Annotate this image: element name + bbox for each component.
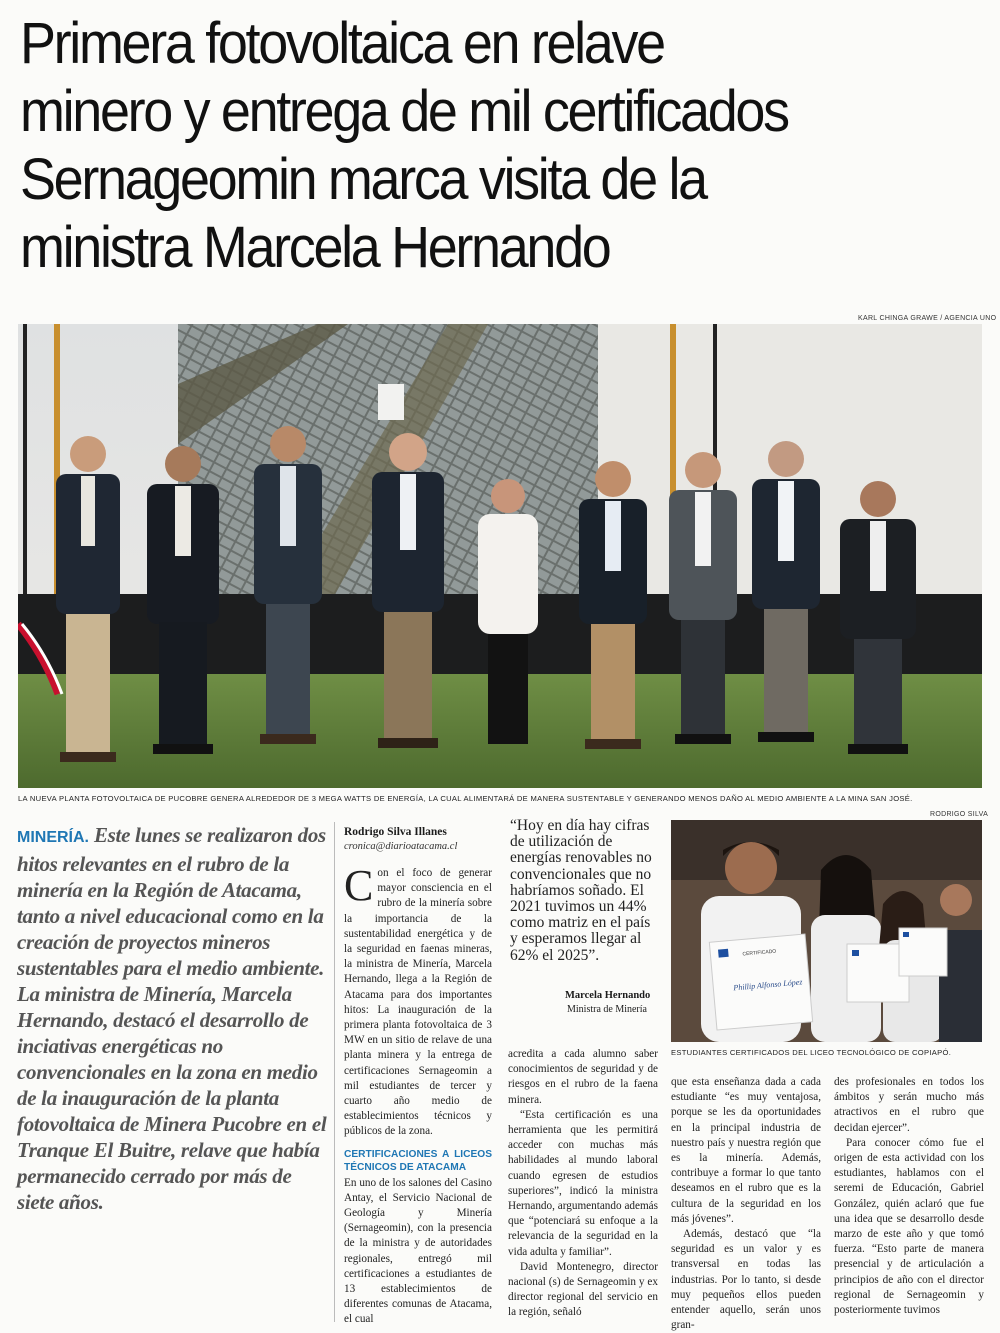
lead-text: Este lunes se realizaron dos hitos relevantes en el rubro de la minería en la Región de Atacama, tanto a nivel educacional como en la creación de proyectos mineros sustentables para el medio ambiente. La ministra de Minería, Marcela Hernando, destacó el desarrollo de inciativas energéticas no convencionales en la zona en medio de la inauguración de la planta fotovoltaica de Minera Pucobre en el Tranque El Buitre, relave que había permanecido cerrado por más de siete años. — [17, 823, 327, 1214]
col3-paragraph-2: “Esta certificación es una herramienta que les permitirá acceder con muchas más habilidades al mundo laboral cuando egresen de estudios superiores”, indicó la ministra Hernando, argumentando además que “potenciará su enfoque a la relevancia de la seguridad en la vida adulta y familiar”. — [508, 1108, 658, 1258]
quote-author-role: Ministra de Minería — [567, 1004, 647, 1015]
headline — [20, 10, 922, 282]
article-column-4 — [671, 1075, 821, 1333]
article-column-5 — [834, 1075, 984, 1318]
main-photo-illustration — [18, 324, 982, 788]
quote-author: Marcela Hernando — [565, 990, 651, 1001]
col4-paragraph-1: que esta enseñanza dada a cada estudiante “es muy ventajosa, porque se les da oportunidades en la principal industria de nuestro país y nuestra región que es la minería. Además, contribuye a formar lo que tanto deseamos en el rubro que es la cultura de la seguridad en los más jóvenes”. — [671, 1076, 821, 1225]
byline-name: Rodrigo Silva Illanes — [344, 826, 447, 838]
student-photo-caption: ESTUDIANTES CERTIFICADOS DEL LICEO TECNOLÓGICO DE COPIAPÓ. — [671, 1048, 952, 1057]
col2-paragraph-2: En uno de los salones del Casino Antay, el Servicio Nacional de Geología y Minería (Sernageomin), con la presencia de la ministra y de autoridades regionales, entregó mil certificaciones a estudiantes de 13 establecimientos de diferentes comunas de Atacama, el cual — [344, 1176, 492, 1326]
col5-paragraph-2: Para conocer cómo fue el origen de esta actividad con los estudiantes, hablamos con el seremi de Educación, Gabriel González, quién aclaró que fue una idea que se desarrollo desde marzo de este año y que tomó fuerza. “Esto parte de manera presencial y de articulación a principios de año con el director regional de Sernageomin y posteriormente tuvimos — [834, 1136, 984, 1317]
headline-line-4: ministra Marcela Hernando — [20, 215, 610, 280]
article-column-3 — [508, 1047, 658, 1321]
col5-paragraph-1: des profesionales en todos los ámbitos y serán mucho más atractivos en el rubro que decidan ejercer”. — [834, 1076, 984, 1134]
student-photo-credit: RODRIGO SILVA — [930, 811, 989, 818]
student-photo — [671, 820, 982, 1042]
lead-paragraph — [17, 822, 327, 1215]
col2-paragraph-1: on el foco de generar mayor consciencia en el rubro de la minería sobre la importancia de la sustentabilidad energética y de la seguridad en faenas mineras, la ministra de Minería, Marcela Hernando, llega a la Región de Atacama para dos importantes hitos: La inauguración de la primera planta fotovoltaica de 3 MW en un sitio de relave de una planta minera y la entrega de certificaciones Sernageomin a mil estudiantes de tercer y cuarto año medio de establecimientos técnicos y públicos de la zona. — [344, 867, 492, 1138]
headline-line-2: minero y entrega de mil certificados — [20, 79, 788, 144]
column-divider — [334, 822, 335, 1322]
article-column-2 — [344, 861, 492, 1328]
main-photo-caption: LA NUEVA PLANTA FOTOVOLTAICA DE PUCOBRE GENERA ALREDEDOR DE 3 MEGA WATTS DE ENERGÍA, LA CUAL ALIMENTARÁ DE MANERA SUSTENTABLE Y GENERANDO MENOS DAÑO AL MEDIO AMBIENTE A LA MINA SAN JOSÉ. — [18, 794, 913, 803]
certificate-1-name: Phillip Alfonso López — [733, 977, 803, 993]
main-photo — [18, 324, 982, 788]
dropcap: C — [344, 861, 374, 910]
subheading-certificaciones: CERTIFICACIONES A LICEOS TÉCNICOS DE ATACAMA — [344, 1148, 492, 1173]
certificate-1 — [709, 934, 812, 1030]
byline-email: cronica@diarioatacama.cl — [344, 841, 458, 852]
lead-kicker: MINERÍA. — [17, 829, 89, 846]
main-photo-credit: KARL CHINGA GRAWE / AGENCIA UNO — [858, 315, 997, 322]
col3-paragraph-3: David Montenegro, director nacional (s) de Sernageomin y ex director regional del servicio en la región, señaló — [508, 1260, 658, 1319]
headline-line-3: Sernageomin marca visita de la — [20, 147, 706, 212]
student-photo-illustration — [671, 820, 982, 1042]
col3-paragraph-1: acredita a cada alumno saber conocimientos de seguridad y de riesgos en el rubro de la faena minera. — [508, 1048, 658, 1106]
certificate-1-title: CERTIFICADO — [742, 948, 777, 958]
headline-line-1: Primera fotovoltaica en relave — [20, 11, 664, 76]
col4-paragraph-2: Además, destacó que “la seguridad es un valor y es transversal en todas las industrias. Por lo tanto, si desde muy pequeños ellos pueden entender aquello, serán unos gran- — [671, 1228, 821, 1332]
pull-quote: “Hoy en día hay cifras de utilización de energías renovables no convencionales que no habríamos soñado. El 2021 tuvimos un 44% como matriz en el país y esperamos llegar al 62% el 2025”. — [510, 817, 652, 964]
